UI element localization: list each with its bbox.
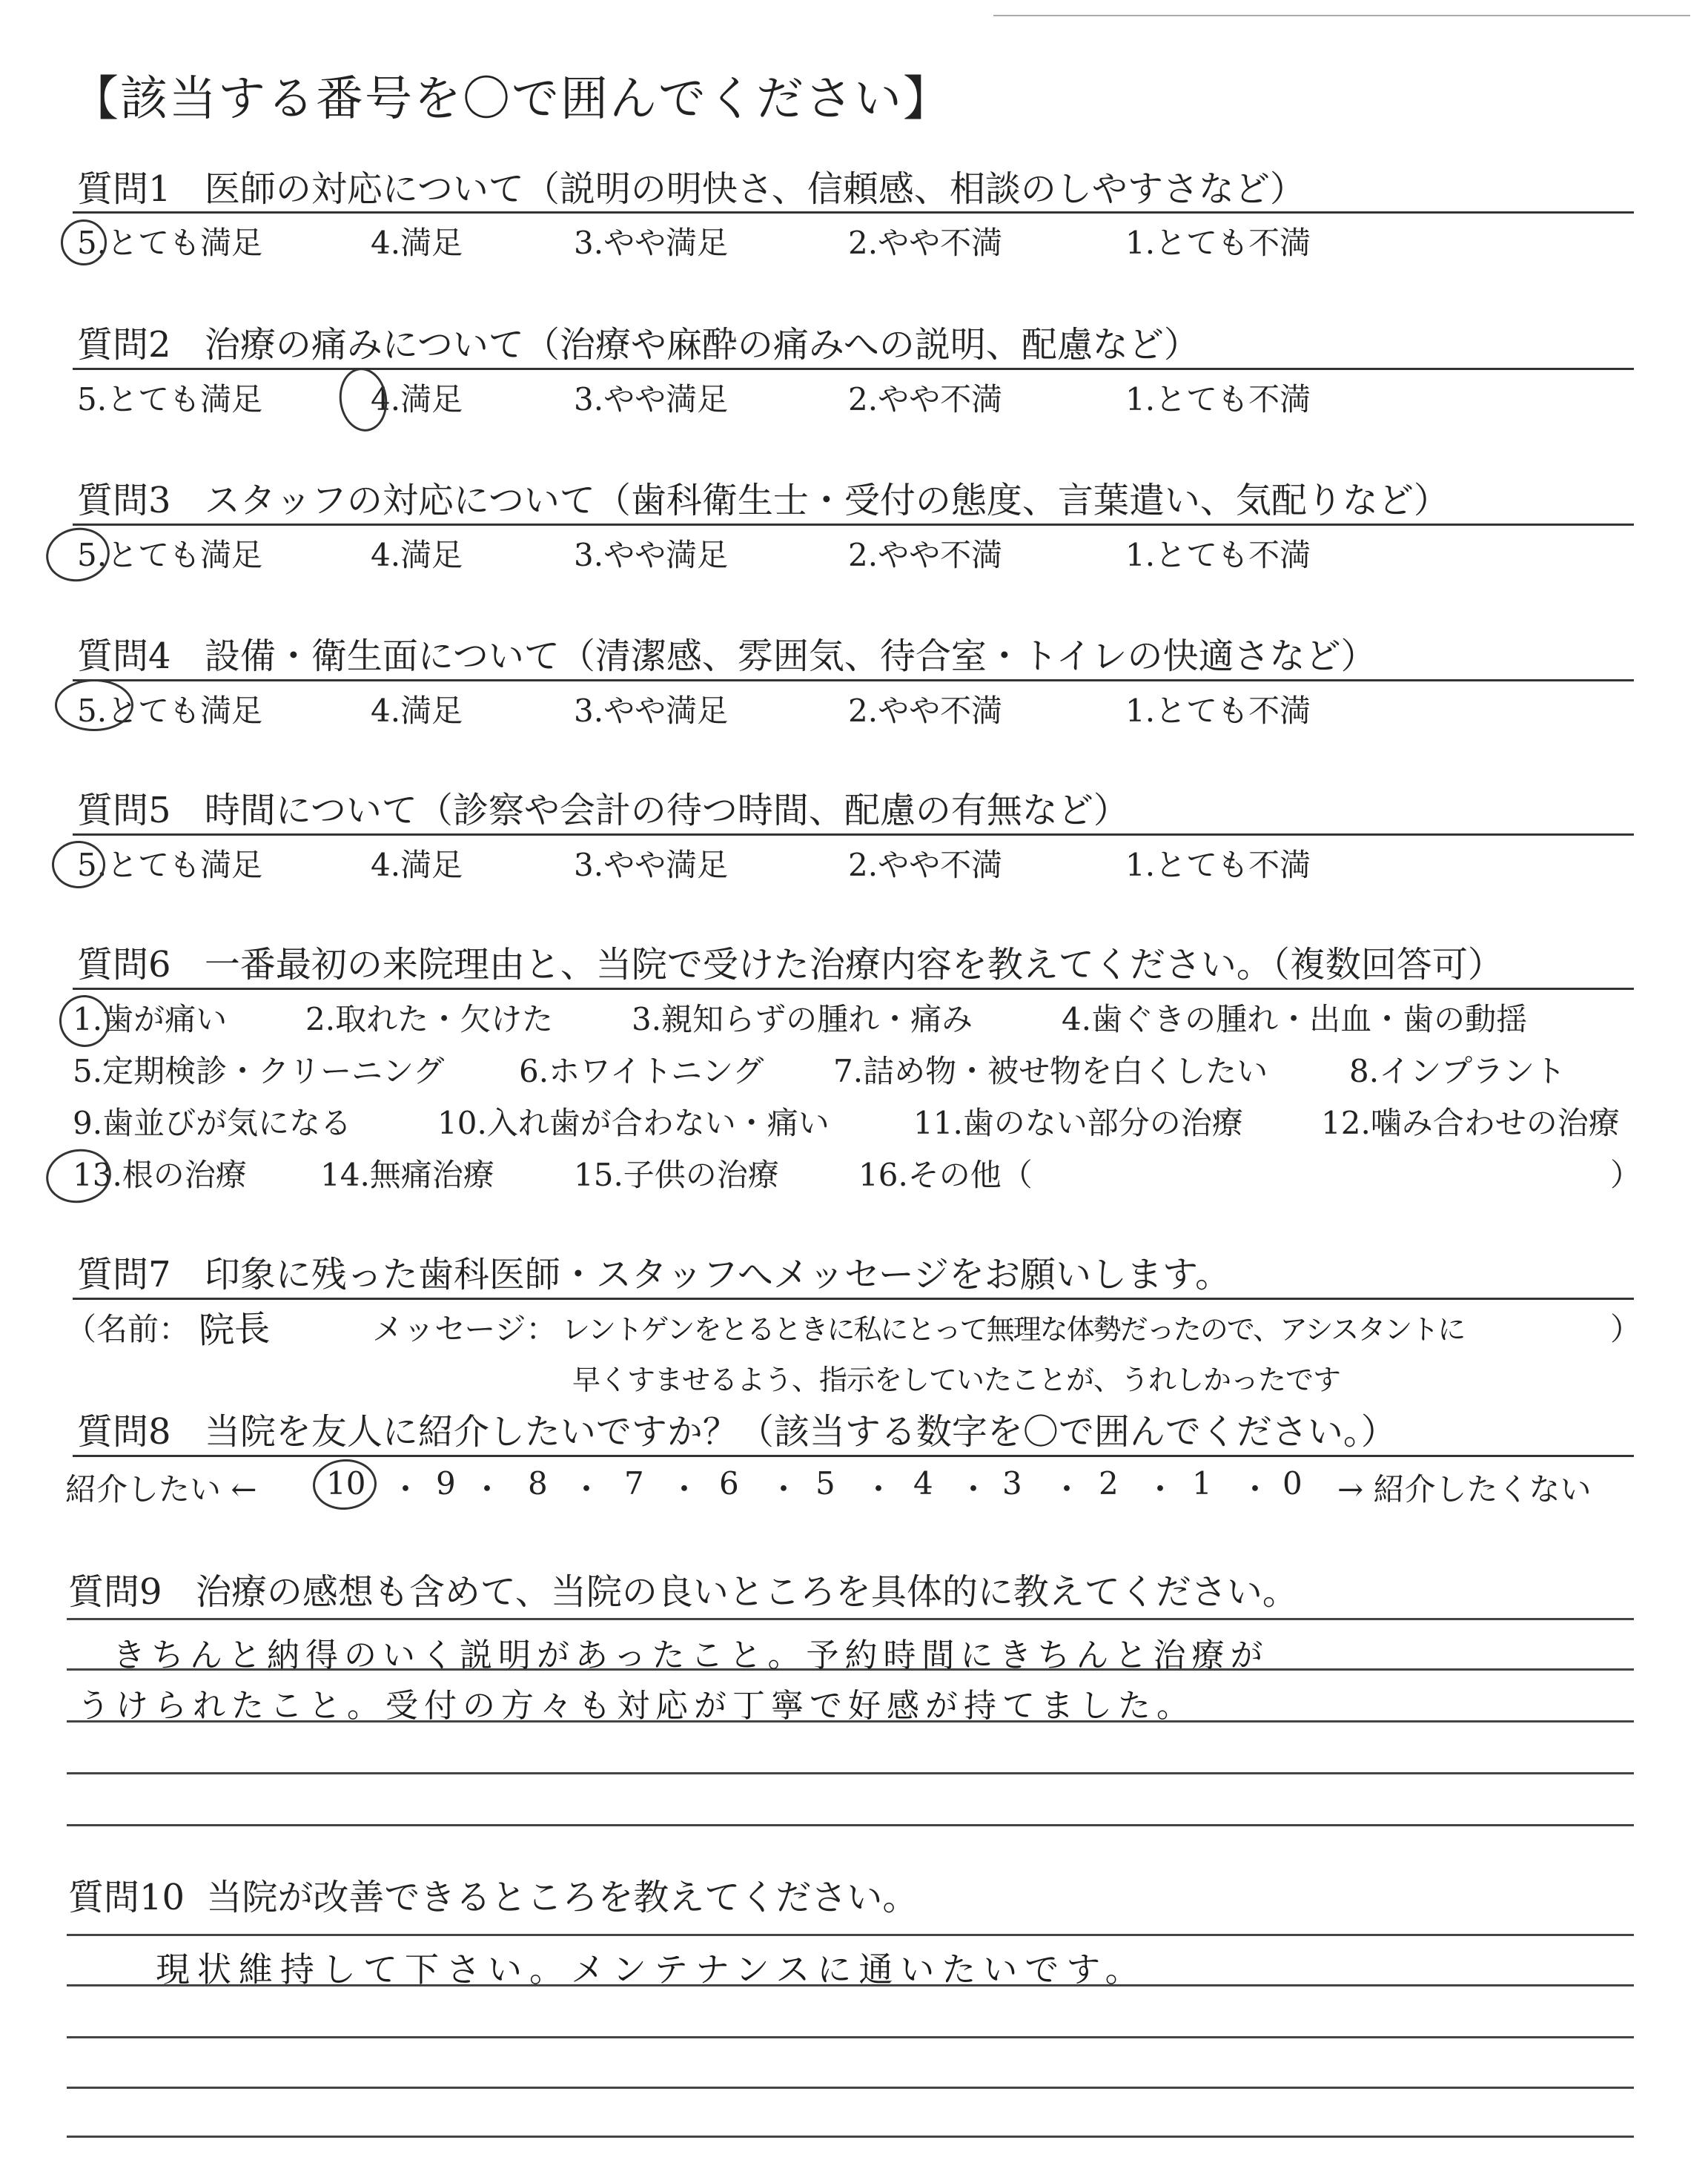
q8-dot: ・ [768, 1471, 800, 1507]
q8-score-9[interactable]: 9 [436, 1465, 456, 1502]
q8-selected-circle [311, 1457, 379, 1512]
q6-label: 質問6 [77, 944, 171, 985]
q3-option-1[interactable]: 1.とても不満 [1125, 537, 1311, 573]
q9-answer-line-1[interactable]: きちんと納得のいく説明があったこと。予約時間にきちんと治療が [113, 1636, 1269, 1674]
q6-rule [73, 988, 1634, 990]
q3-option-4[interactable]: 4.満足 [371, 537, 463, 573]
q6-option-9[interactable]: 9.歯並びが気になる [73, 1105, 352, 1141]
q10-line [67, 2136, 1634, 2138]
q3-option-5[interactable]: 5.とても満足 [77, 537, 263, 573]
q8-dot: ・ [958, 1471, 990, 1507]
q5-option-1[interactable]: 1.とても不満 [1125, 847, 1311, 883]
q1-selected-circle [61, 219, 107, 265]
q1-option-2[interactable]: 2.やや不満 [848, 225, 1003, 261]
q8-score-5[interactable]: 5 [815, 1465, 835, 1502]
q8-dot: ・ [1145, 1471, 1176, 1507]
q8-score-10[interactable]: 10 [326, 1465, 366, 1502]
q10-label: 質問10 [68, 1877, 185, 1918]
q8-score-8[interactable]: 8 [528, 1465, 548, 1502]
q6-option-8[interactable]: 8.インプラント [1349, 1053, 1566, 1089]
q1-option-4[interactable]: 4.満足 [371, 225, 463, 261]
q5-rule [73, 833, 1634, 836]
q1-option-1[interactable]: 1.とても不満 [1125, 225, 1311, 261]
q8-text: 当院を友人に紹介したいですか？（該当する数字を〇で囲んでください。） [204, 1411, 1397, 1453]
q3-label: 質問3 [77, 480, 171, 521]
q8-right-label: → 紹介したくない [1337, 1471, 1592, 1507]
q1-option-5[interactable]: 5.とても満足 [77, 225, 263, 261]
q4-selected-circle [55, 679, 133, 731]
q3-option-3[interactable]: 3.やや満足 [574, 537, 729, 573]
q6-option-3[interactable]: 3.親知らずの腫れ・痛み [632, 1001, 973, 1037]
q3-text: スタッフの対応について（歯科衛生士・受付の態度、言葉遣い、気配りなど） [204, 480, 1449, 521]
q8-left-label: 紹介したい ← [65, 1471, 257, 1507]
q6-option-16[interactable]: 16.その他（ [858, 1157, 1033, 1193]
q10-line [67, 1934, 1634, 1936]
q1-label: 質問1 [77, 168, 171, 210]
page-title: 【該当する番号を〇で囲んでください】 [71, 72, 952, 127]
q7-message-label: メッセージ： [372, 1311, 557, 1347]
q7-message-line-1[interactable]: レントゲンをとるときに私にとって無理な体勢だったので、アシスタントに [562, 1313, 1465, 1346]
q8-score-1[interactable]: 1 [1192, 1465, 1212, 1502]
q3-option-2[interactable]: 2.やや不満 [848, 537, 1003, 573]
q9-line [67, 1772, 1634, 1774]
q8-dot: ・ [471, 1471, 503, 1507]
q8-label: 質問8 [77, 1411, 171, 1453]
q9-line [67, 1618, 1634, 1620]
q6-option-12[interactable]: 12.噛み合わせの治療 [1321, 1105, 1620, 1141]
q5-option-3[interactable]: 3.やや満足 [574, 847, 729, 883]
q7-rule [73, 1298, 1634, 1300]
q2-option-4[interactable]: 4.満足 [371, 381, 463, 417]
q10-text: 当院が改善できるところを教えてください。 [206, 1877, 918, 1918]
q2-text: 治療の痛みについて（治療や麻酔の痛みへの説明、配慮など） [204, 324, 1199, 366]
q4-option-2[interactable]: 2.やや不満 [848, 693, 1003, 729]
q6-option-5[interactable]: 5.定期検診・クリーニング [73, 1053, 445, 1089]
q1-option-3[interactable]: 3.やや満足 [574, 225, 729, 261]
q5-option-5[interactable]: 5.とても満足 [77, 847, 263, 883]
q2-option-2[interactable]: 2.やや不満 [848, 381, 1003, 417]
q6-text: 一番最初の来院理由と、当院で受けた治療内容を教えてください。（複数回答可） [204, 944, 1503, 985]
q8-dot: ・ [1239, 1471, 1271, 1507]
q10-answer-line-1[interactable]: 現状維持して下さい。メンテナンスに通いたいです。 [156, 1949, 1147, 1989]
q10-line [67, 2036, 1634, 2038]
q10-line [67, 2087, 1634, 2089]
q7-message-line-2[interactable]: 早くすませるよう、指示をしていたことが、うれしかったです [572, 1364, 1341, 1396]
q9-answer-line-2[interactable]: うけられたこと。受付の方々も対応が丁寧で好感が持てました。 [77, 1687, 1195, 1725]
q8-dot: ・ [1051, 1471, 1083, 1507]
q2-option-3[interactable]: 3.やや満足 [574, 381, 729, 417]
q8-score-7[interactable]: 7 [624, 1465, 644, 1502]
q6-option-14[interactable]: 14.無痛治療 [320, 1157, 494, 1193]
q7-close-paren: ） [1610, 1311, 1642, 1347]
q5-label: 質問5 [77, 790, 171, 831]
q4-option-1[interactable]: 1.とても不満 [1125, 693, 1311, 729]
q6-option-1[interactable]: 1.歯が痛い [73, 1001, 228, 1037]
q8-score-0[interactable]: 0 [1282, 1465, 1302, 1502]
q6-option-4[interactable]: 4.歯ぐきの腫れ・出血・歯の動揺 [1062, 1001, 1528, 1037]
q5-option-4[interactable]: 4.満足 [371, 847, 463, 883]
q4-label: 質問4 [77, 635, 171, 677]
q3-rule [73, 524, 1634, 526]
q6-option-11[interactable]: 11.歯のない部分の治療 [913, 1105, 1243, 1141]
q1-rule [73, 211, 1634, 214]
q9-line [67, 1824, 1634, 1826]
q5-selected-circle [52, 841, 105, 888]
q7-label: 質問7 [77, 1254, 171, 1295]
q8-dot: ・ [669, 1471, 701, 1507]
q7-text: 印象に残った歯科医師・スタッフへメッセージをお願いします。 [204, 1254, 1231, 1295]
q1-text: 医師の対応について（説明の明快さ、信頼感、相談のしやすさなど） [204, 168, 1305, 210]
q6-option-13[interactable]: 13.根の治療 [73, 1157, 247, 1193]
q5-option-2[interactable]: 2.やや不満 [848, 847, 1003, 883]
q8-score-6[interactable]: 6 [719, 1465, 739, 1502]
q6-option-2[interactable]: 2.取れた・欠けた [305, 1001, 554, 1037]
q8-rule [73, 1455, 1634, 1457]
q8-score-3[interactable]: 3 [1002, 1465, 1022, 1502]
q2-option-1[interactable]: 1.とても不満 [1125, 381, 1311, 417]
q4-option-4[interactable]: 4.満足 [371, 693, 463, 729]
q7-name-label: （名前： [65, 1311, 191, 1347]
q6-option-10[interactable]: 10.入れ歯が合わない・痛い [437, 1105, 830, 1141]
q8-score-4[interactable]: 4 [913, 1465, 933, 1502]
q7-name-value[interactable]: 院長 [198, 1307, 271, 1352]
q6-option-6[interactable]: 6.ホワイトニング [519, 1053, 764, 1089]
scan-top-edge [993, 15, 1690, 16]
q8-score-2[interactable]: 2 [1099, 1465, 1119, 1502]
q4-option-3[interactable]: 3.やや満足 [574, 693, 729, 729]
q2-label: 質問2 [77, 324, 171, 366]
q9-text: 治療の感想も含めて、当院の良いところを具体的に教えてください。 [195, 1571, 1298, 1613]
q2-rule [73, 368, 1634, 370]
q2-option-5[interactable]: 5.とても満足 [77, 381, 263, 417]
q8-dot: ・ [571, 1471, 603, 1507]
q6-option-15[interactable]: 15.子供の治療 [574, 1157, 779, 1193]
q9-label: 質問9 [68, 1571, 162, 1613]
q5-text: 時間について（診察や会計の待つ時間、配慮の有無など） [204, 790, 1129, 831]
q6-option-7[interactable]: 7.詰め物・被せ物を白くしたい [833, 1053, 1268, 1089]
q8-dot: ・ [390, 1471, 422, 1507]
q8-dot: ・ [863, 1471, 895, 1507]
q6-other-close-paren: ） [1610, 1157, 1642, 1193]
q4-text: 設備・衛生面について（清潔感、雰囲気、待合室・トイレの快適さなど） [204, 635, 1377, 677]
q4-option-5[interactable]: 5.とても満足 [77, 693, 263, 729]
q4-rule [73, 679, 1634, 681]
